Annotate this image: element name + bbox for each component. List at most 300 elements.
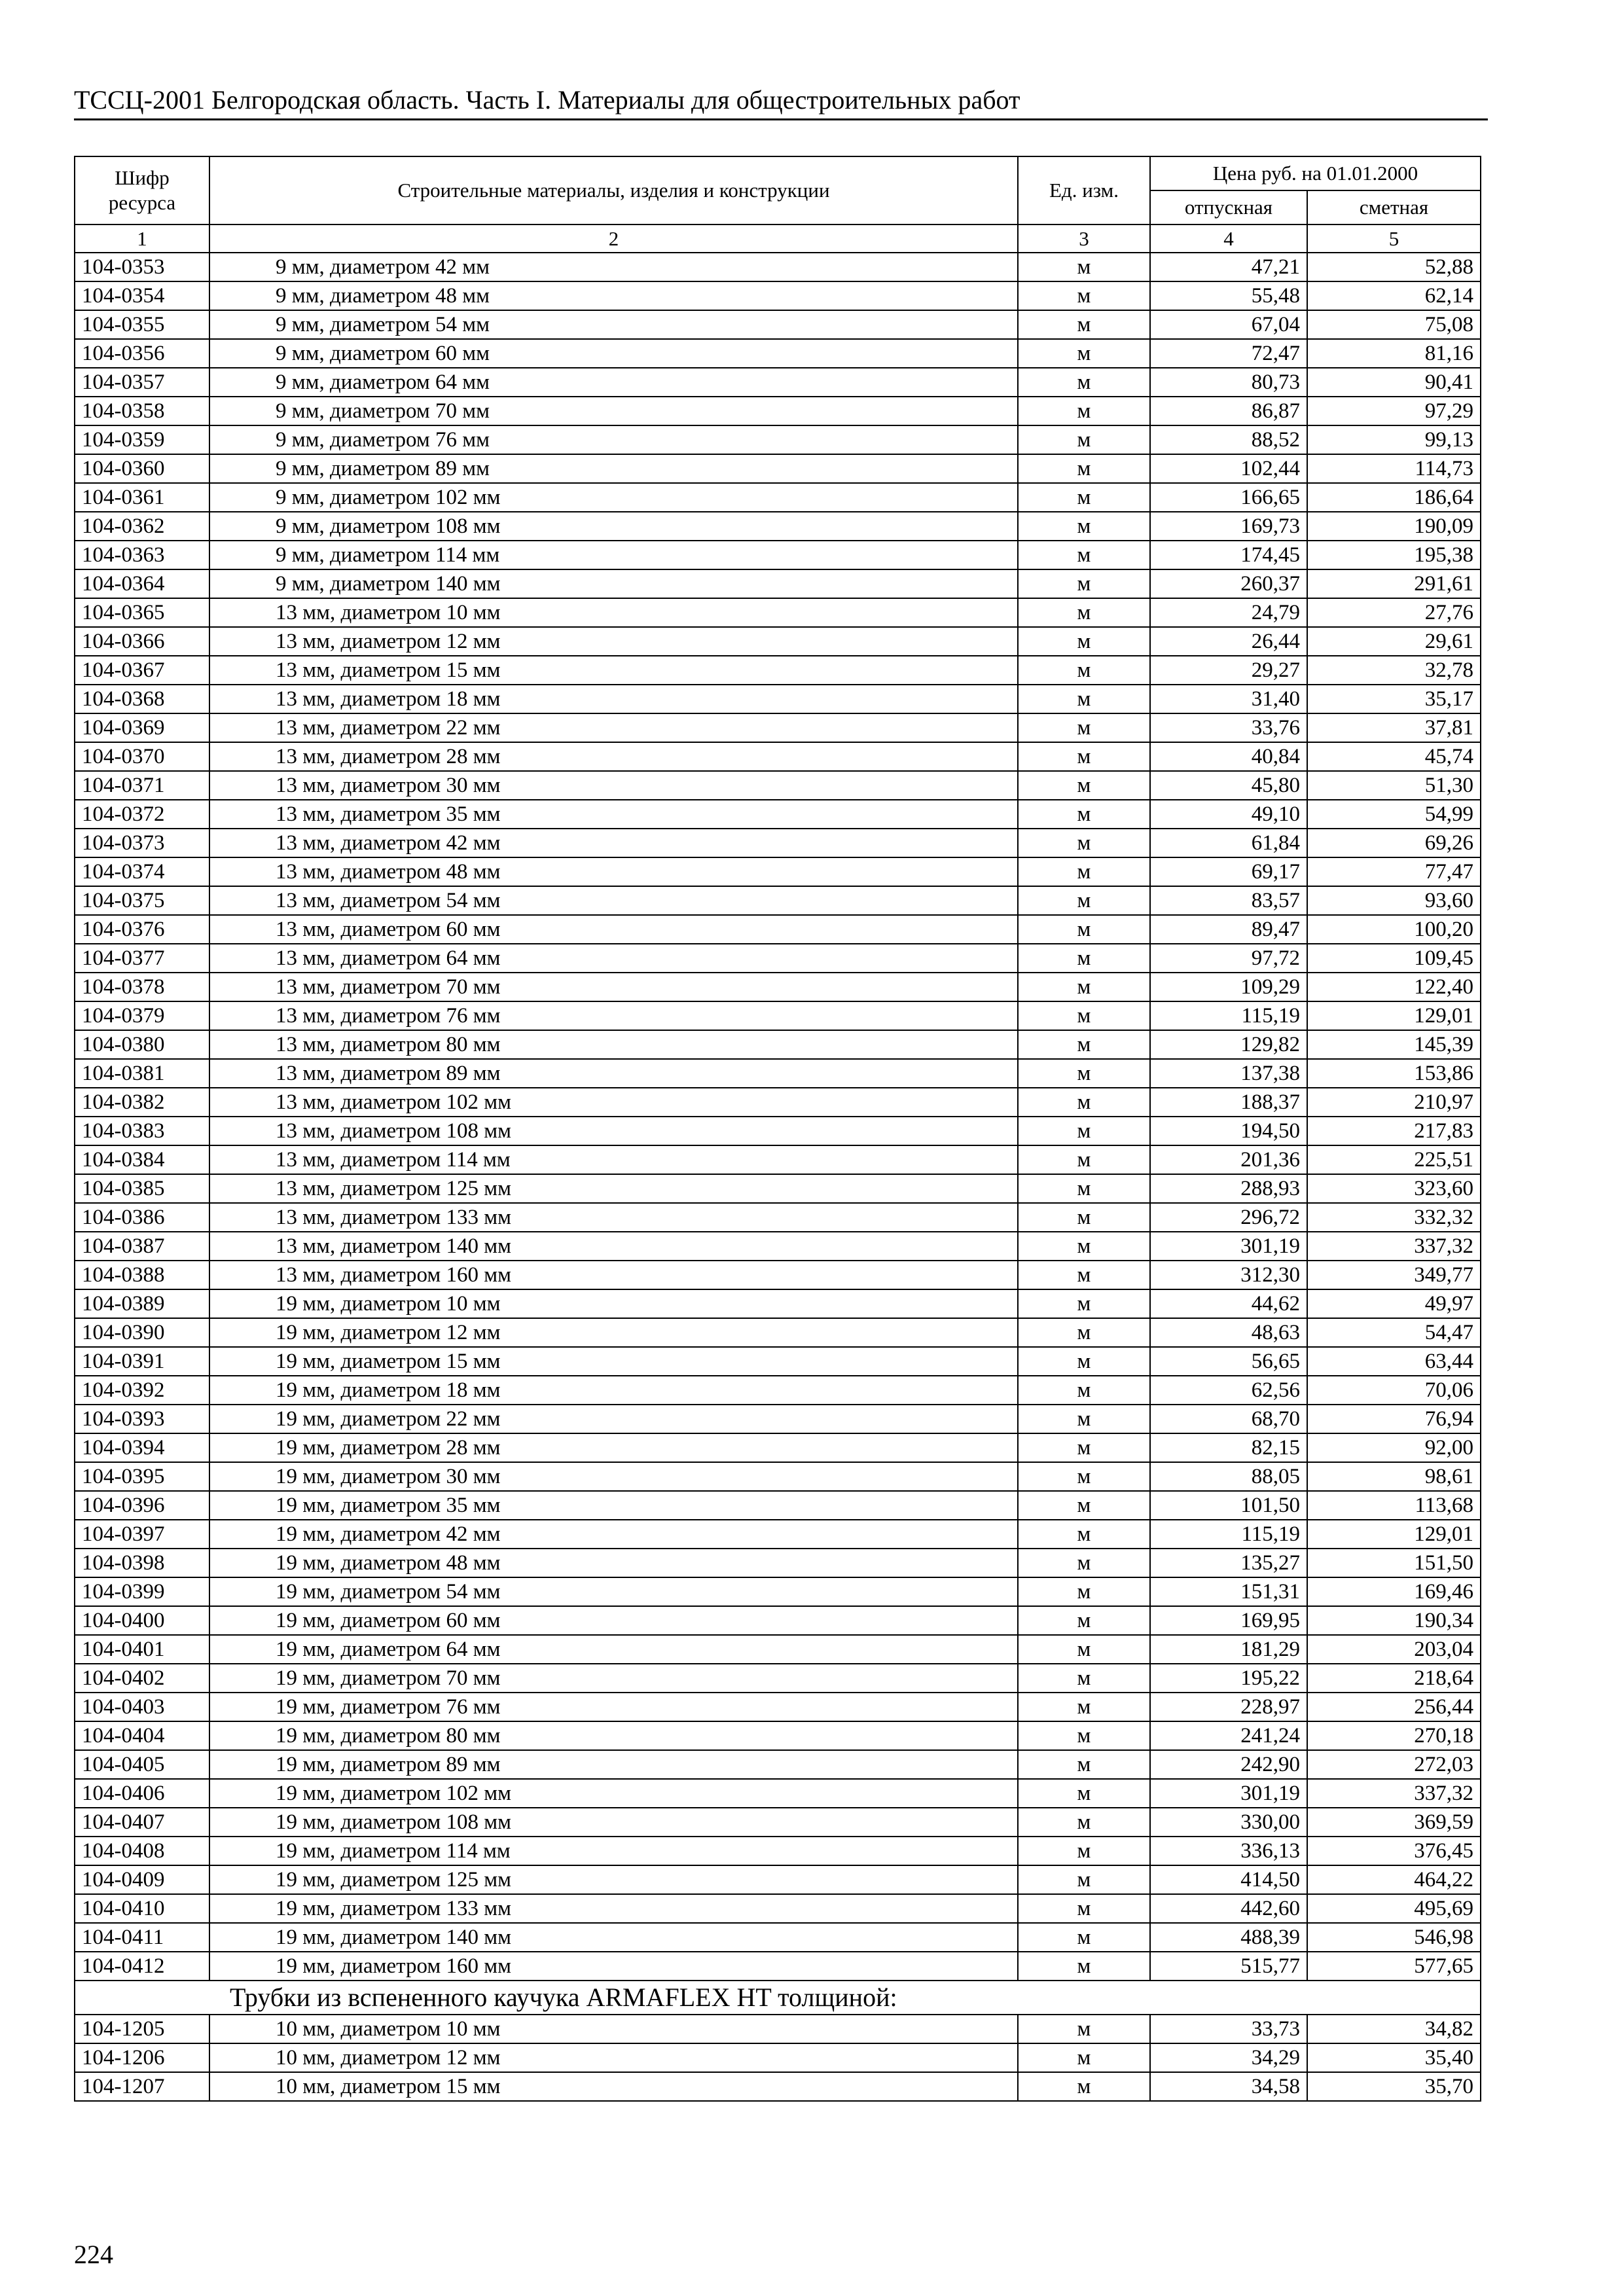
unit-cell: м (1018, 368, 1150, 397)
resource-code-cell: 104-1205 (75, 2015, 209, 2043)
column-number: 4 (1150, 224, 1307, 253)
resource-code-cell: 104-0381 (75, 1059, 209, 1088)
table-row (75, 569, 1481, 598)
unit-cell: м (1018, 397, 1150, 425)
table-row (75, 253, 1481, 281)
table-row (75, 2072, 1481, 2101)
table-row (75, 771, 1481, 800)
material-name-cell: 13 мм, диаметром 15 мм (209, 656, 1018, 685)
estimate-price-cell: 256,44 (1307, 1693, 1481, 1721)
unit-cell: м (1018, 1376, 1150, 1405)
table-row (75, 310, 1481, 339)
release-price-cell: 102,44 (1150, 454, 1307, 483)
material-name-cell: 13 мм, диаметром 35 мм (209, 800, 1018, 829)
unit-cell: м (1018, 1059, 1150, 1088)
table-row (75, 397, 1481, 425)
table-row (75, 1405, 1481, 1433)
estimate-price-cell: 109,45 (1307, 944, 1481, 973)
unit-cell: м (1018, 1001, 1150, 1030)
resource-code-cell: 104-0407 (75, 1808, 209, 1837)
estimate-price-cell: 54,47 (1307, 1318, 1481, 1347)
column-numbers-row (75, 224, 1481, 253)
resource-code-cell: 104-0395 (75, 1462, 209, 1491)
resource-code-cell: 104-0392 (75, 1376, 209, 1405)
release-price-cell: 34,58 (1150, 2072, 1307, 2101)
table-row (75, 425, 1481, 454)
release-price-cell: 330,00 (1150, 1808, 1307, 1837)
table-row (75, 1376, 1481, 1405)
resource-code-cell: 104-0399 (75, 1577, 209, 1606)
material-name-cell: 19 мм, диаметром 12 мм (209, 1318, 1018, 1347)
estimate-price-cell: 218,64 (1307, 1664, 1481, 1693)
resource-code-cell: 104-0372 (75, 800, 209, 829)
release-price-cell: 115,19 (1150, 1520, 1307, 1549)
header-price-estimate: сметная (1307, 190, 1481, 224)
resource-code-cell: 104-0358 (75, 397, 209, 425)
estimate-price-cell: 337,32 (1307, 1232, 1481, 1261)
resource-code-cell: 104-0391 (75, 1347, 209, 1376)
estimate-price-cell: 81,16 (1307, 339, 1481, 368)
unit-cell: м (1018, 1203, 1150, 1232)
release-price-cell: 40,84 (1150, 742, 1307, 771)
material-name-cell: 19 мм, диаметром 125 мм (209, 1865, 1018, 1894)
material-name-cell: 19 мм, диаметром 48 мм (209, 1549, 1018, 1577)
table-row (75, 1779, 1481, 1808)
table-row (75, 829, 1481, 857)
release-price-cell: 24,79 (1150, 598, 1307, 627)
unit-cell: м (1018, 1664, 1150, 1693)
unit-cell: м (1018, 1347, 1150, 1376)
material-name-cell: 13 мм, диаметром 160 мм (209, 1261, 1018, 1289)
unit-cell: м (1018, 1577, 1150, 1606)
table-row (75, 800, 1481, 829)
material-name-cell: 19 мм, диаметром 140 мм (209, 1923, 1018, 1952)
material-name-cell: 13 мм, диаметром 60 мм (209, 915, 1018, 944)
material-name-cell: 9 мм, диаметром 70 мм (209, 397, 1018, 425)
unit-cell: м (1018, 1635, 1150, 1664)
table-row (75, 1117, 1481, 1145)
release-price-cell: 301,19 (1150, 1779, 1307, 1808)
resource-code-cell: 104-0393 (75, 1405, 209, 1433)
release-price-cell: 29,27 (1150, 656, 1307, 685)
estimate-price-cell: 37,81 (1307, 713, 1481, 742)
table-row (75, 454, 1481, 483)
estimate-price-cell: 190,09 (1307, 512, 1481, 541)
material-name-cell: 19 мм, диаметром 76 мм (209, 1693, 1018, 1721)
material-name-cell: 9 мм, диаметром 60 мм (209, 339, 1018, 368)
unit-cell: м (1018, 1433, 1150, 1462)
resource-code-cell: 104-0368 (75, 685, 209, 713)
material-name-cell: 13 мм, диаметром 76 мм (209, 1001, 1018, 1030)
release-price-cell: 336,13 (1150, 1837, 1307, 1865)
resource-code-cell: 104-0377 (75, 944, 209, 973)
table-row (75, 973, 1481, 1001)
table-row (75, 512, 1481, 541)
material-name-cell: 9 мм, диаметром 64 мм (209, 368, 1018, 397)
material-name-cell: 10 мм, диаметром 15 мм (209, 2072, 1018, 2101)
estimate-price-cell: 190,34 (1307, 1606, 1481, 1635)
resource-code-cell: 104-0405 (75, 1750, 209, 1779)
material-name-cell: 19 мм, диаметром 114 мм (209, 1837, 1018, 1865)
unit-cell: м (1018, 541, 1150, 569)
estimate-price-cell: 122,40 (1307, 973, 1481, 1001)
release-price-cell: 129,82 (1150, 1030, 1307, 1059)
resource-code-cell: 104-0398 (75, 1549, 209, 1577)
material-name-cell: 19 мм, диаметром 160 мм (209, 1952, 1018, 1981)
table-row (75, 1808, 1481, 1837)
release-price-cell: 62,56 (1150, 1376, 1307, 1405)
estimate-price-cell: 577,65 (1307, 1952, 1481, 1981)
header-price-group: Цена руб. на 01.01.2000 (1150, 156, 1481, 190)
unit-cell: м (1018, 800, 1150, 829)
table-row (75, 1289, 1481, 1318)
column-number: 2 (209, 224, 1018, 253)
material-name-cell: 13 мм, диаметром 80 мм (209, 1030, 1018, 1059)
release-price-cell: 48,63 (1150, 1318, 1307, 1347)
unit-cell: м (1018, 1865, 1150, 1894)
estimate-price-cell: 349,77 (1307, 1261, 1481, 1289)
unit-cell: м (1018, 310, 1150, 339)
section-row (75, 1981, 1481, 2015)
material-name-cell: 9 мм, диаметром 76 мм (209, 425, 1018, 454)
estimate-price-cell: 35,70 (1307, 2072, 1481, 2101)
unit-cell: м (1018, 886, 1150, 915)
material-name-cell: 9 мм, диаметром 54 мм (209, 310, 1018, 339)
resource-code-cell: 104-0409 (75, 1865, 209, 1894)
resource-code-cell: 104-0373 (75, 829, 209, 857)
resource-code-cell: 104-0384 (75, 1145, 209, 1174)
release-price-cell: 88,52 (1150, 425, 1307, 454)
resource-code-cell: 104-0383 (75, 1117, 209, 1145)
estimate-price-cell: 76,94 (1307, 1405, 1481, 1433)
resource-code-cell: 104-0357 (75, 368, 209, 397)
material-name-cell: 9 мм, диаметром 102 мм (209, 483, 1018, 512)
material-name-cell: 10 мм, диаметром 12 мм (209, 2043, 1018, 2072)
material-name-cell: 19 мм, диаметром 70 мм (209, 1664, 1018, 1693)
table-row (75, 742, 1481, 771)
release-price-cell: 195,22 (1150, 1664, 1307, 1693)
unit-cell: м (1018, 1289, 1150, 1318)
unit-cell: м (1018, 1693, 1150, 1721)
estimate-price-cell: 145,39 (1307, 1030, 1481, 1059)
table-row (75, 1491, 1481, 1520)
unit-cell: м (1018, 1750, 1150, 1779)
estimate-price-cell: 51,30 (1307, 771, 1481, 800)
release-price-cell: 488,39 (1150, 1923, 1307, 1952)
table-row (75, 483, 1481, 512)
table-row (75, 627, 1481, 656)
material-name-cell: 13 мм, диаметром 102 мм (209, 1088, 1018, 1117)
unit-cell: м (1018, 1808, 1150, 1837)
material-name-cell: 19 мм, диаметром 102 мм (209, 1779, 1018, 1808)
table-row (75, 656, 1481, 685)
table-row (75, 1001, 1481, 1030)
release-price-cell: 260,37 (1150, 569, 1307, 598)
resource-code-cell: 104-0369 (75, 713, 209, 742)
unit-cell: м (1018, 973, 1150, 1001)
unit-cell: м (1018, 685, 1150, 713)
unit-cell: м (1018, 1520, 1150, 1549)
release-price-cell: 68,70 (1150, 1405, 1307, 1433)
resource-code-cell: 104-0400 (75, 1606, 209, 1635)
page-number: 224 (74, 2240, 113, 2269)
table-row (75, 1837, 1481, 1865)
estimate-price-cell: 52,88 (1307, 253, 1481, 281)
column-number: 5 (1307, 224, 1481, 253)
unit-cell: м (1018, 1549, 1150, 1577)
release-price-cell: 166,65 (1150, 483, 1307, 512)
material-name-cell: 13 мм, диаметром 70 мм (209, 973, 1018, 1001)
unit-cell: м (1018, 598, 1150, 627)
estimate-price-cell: 92,00 (1307, 1433, 1481, 1462)
table-row (75, 1606, 1481, 1635)
release-price-cell: 31,40 (1150, 685, 1307, 713)
release-price-cell: 69,17 (1150, 857, 1307, 886)
resource-code-cell: 104-0378 (75, 973, 209, 1001)
table-row (75, 1750, 1481, 1779)
table-row (75, 1520, 1481, 1549)
resource-code-cell: 104-0412 (75, 1952, 209, 1981)
resource-code-cell: 104-0370 (75, 742, 209, 771)
table-row (75, 1952, 1481, 1981)
release-price-cell: 181,29 (1150, 1635, 1307, 1664)
estimate-price-cell: 270,18 (1307, 1721, 1481, 1750)
unit-cell: м (1018, 742, 1150, 771)
estimate-price-cell: 151,50 (1307, 1549, 1481, 1577)
unit-cell: м (1018, 857, 1150, 886)
material-name-cell: 13 мм, диаметром 42 мм (209, 829, 1018, 857)
material-name-cell: 19 мм, диаметром 22 мм (209, 1405, 1018, 1433)
material-name-cell: 19 мм, диаметром 89 мм (209, 1750, 1018, 1779)
release-price-cell: 97,72 (1150, 944, 1307, 973)
resource-code-cell: 104-0354 (75, 281, 209, 310)
material-name-cell: 13 мм, диаметром 64 мм (209, 944, 1018, 973)
unit-cell: м (1018, 1462, 1150, 1491)
estimate-price-cell: 129,01 (1307, 1001, 1481, 1030)
table-row (75, 857, 1481, 886)
unit-cell: м (1018, 1491, 1150, 1520)
table-row (75, 339, 1481, 368)
estimate-price-cell: 27,76 (1307, 598, 1481, 627)
table-row (75, 1577, 1481, 1606)
release-price-cell: 201,36 (1150, 1145, 1307, 1174)
header-rule (74, 118, 1488, 120)
material-name-cell: 9 мм, диаметром 48 мм (209, 281, 1018, 310)
section-title: Трубки из вспененного каучука ARMAFLEX HT толщиной: (75, 1981, 1481, 2015)
material-name-cell: 13 мм, диаметром 89 мм (209, 1059, 1018, 1088)
material-name-cell: 13 мм, диаметром 108 мм (209, 1117, 1018, 1145)
material-name-cell: 13 мм, диаметром 10 мм (209, 598, 1018, 627)
resource-code-cell: 104-1207 (75, 2072, 209, 2101)
unit-cell: м (1018, 1318, 1150, 1347)
material-name-cell: 9 мм, диаметром 89 мм (209, 454, 1018, 483)
release-price-cell: 109,29 (1150, 973, 1307, 1001)
resource-code-cell: 104-0362 (75, 512, 209, 541)
resource-code-cell: 104-0361 (75, 483, 209, 512)
resource-code-cell: 104-0375 (75, 886, 209, 915)
material-name-cell: 13 мм, диаметром 22 мм (209, 713, 1018, 742)
estimate-price-cell: 62,14 (1307, 281, 1481, 310)
material-name-cell: 19 мм, диаметром 60 мм (209, 1606, 1018, 1635)
unit-cell: м (1018, 713, 1150, 742)
table-row (75, 1635, 1481, 1664)
material-name-cell: 9 мм, диаметром 114 мм (209, 541, 1018, 569)
material-name-cell: 19 мм, диаметром 42 мм (209, 1520, 1018, 1549)
table-header-row (75, 156, 1481, 190)
release-price-cell: 33,73 (1150, 2015, 1307, 2043)
estimate-price-cell: 332,32 (1307, 1203, 1481, 1232)
resource-code-cell: 104-0376 (75, 915, 209, 944)
resource-code-cell: 104-0394 (75, 1433, 209, 1462)
table-row (75, 598, 1481, 627)
estimate-price-cell: 100,20 (1307, 915, 1481, 944)
unit-cell: м (1018, 1894, 1150, 1923)
release-price-cell: 414,50 (1150, 1865, 1307, 1894)
release-price-cell: 26,44 (1150, 627, 1307, 656)
release-price-cell: 288,93 (1150, 1174, 1307, 1203)
estimate-price-cell: 45,74 (1307, 742, 1481, 771)
resource-code-cell: 104-0355 (75, 310, 209, 339)
unit-cell: м (1018, 656, 1150, 685)
estimate-price-cell: 129,01 (1307, 1520, 1481, 1549)
release-price-cell: 86,87 (1150, 397, 1307, 425)
estimate-price-cell: 169,46 (1307, 1577, 1481, 1606)
unit-cell: м (1018, 512, 1150, 541)
estimate-price-cell: 195,38 (1307, 541, 1481, 569)
material-name-cell: 9 мм, диаметром 42 мм (209, 253, 1018, 281)
estimate-price-cell: 70,06 (1307, 1376, 1481, 1405)
estimate-price-cell: 546,98 (1307, 1923, 1481, 1952)
release-price-cell: 312,30 (1150, 1261, 1307, 1289)
resource-code-cell: 104-0386 (75, 1203, 209, 1232)
release-price-cell: 296,72 (1150, 1203, 1307, 1232)
material-name-cell: 13 мм, диаметром 125 мм (209, 1174, 1018, 1203)
unit-cell: м (1018, 2015, 1150, 2043)
unit-cell: м (1018, 627, 1150, 656)
table-row (75, 1318, 1481, 1347)
material-name-cell: 13 мм, диаметром 54 мм (209, 886, 1018, 915)
material-name-cell: 13 мм, диаметром 114 мм (209, 1145, 1018, 1174)
release-price-cell: 55,48 (1150, 281, 1307, 310)
price-table (74, 156, 1481, 2102)
resource-code-cell: 104-0379 (75, 1001, 209, 1030)
table-row (75, 541, 1481, 569)
unit-cell: м (1018, 281, 1150, 310)
release-price-cell: 137,38 (1150, 1059, 1307, 1088)
material-name-cell: 13 мм, диаметром 133 мм (209, 1203, 1018, 1232)
unit-cell: м (1018, 1405, 1150, 1433)
table-row (75, 1462, 1481, 1491)
resource-code-cell: 104-0390 (75, 1318, 209, 1347)
unit-cell: м (1018, 1261, 1150, 1289)
release-price-cell: 34,29 (1150, 2043, 1307, 2072)
unit-cell: м (1018, 829, 1150, 857)
resource-code-cell: 104-0371 (75, 771, 209, 800)
resource-code-cell: 104-0366 (75, 627, 209, 656)
resource-code-cell: 104-0404 (75, 1721, 209, 1750)
resource-code-cell: 104-0380 (75, 1030, 209, 1059)
table-row (75, 1347, 1481, 1376)
material-name-cell: 13 мм, диаметром 12 мм (209, 627, 1018, 656)
table-row (75, 1433, 1481, 1462)
unit-cell: м (1018, 1779, 1150, 1808)
estimate-price-cell: 337,32 (1307, 1779, 1481, 1808)
unit-cell: м (1018, 1030, 1150, 1059)
estimate-price-cell: 69,26 (1307, 829, 1481, 857)
table-row (75, 1059, 1481, 1088)
table-row (75, 1261, 1481, 1289)
release-price-cell: 242,90 (1150, 1750, 1307, 1779)
release-price-cell: 169,73 (1150, 512, 1307, 541)
resource-code-cell: 104-0374 (75, 857, 209, 886)
release-price-cell: 151,31 (1150, 1577, 1307, 1606)
table-row (75, 368, 1481, 397)
table-row (75, 281, 1481, 310)
resource-code-cell: 104-0401 (75, 1635, 209, 1664)
resource-code-cell: 104-0397 (75, 1520, 209, 1549)
release-price-cell: 83,57 (1150, 886, 1307, 915)
estimate-price-cell: 75,08 (1307, 310, 1481, 339)
unit-cell: м (1018, 1117, 1150, 1145)
resource-code-cell: 104-0402 (75, 1664, 209, 1693)
table-row (75, 1203, 1481, 1232)
table-row (75, 1549, 1481, 1577)
estimate-price-cell: 225,51 (1307, 1145, 1481, 1174)
table-row (75, 2043, 1481, 2072)
estimate-price-cell: 34,82 (1307, 2015, 1481, 2043)
material-name-cell: 19 мм, диаметром 10 мм (209, 1289, 1018, 1318)
table-row (75, 886, 1481, 915)
release-price-cell: 82,15 (1150, 1433, 1307, 1462)
resource-code-cell: 104-0396 (75, 1491, 209, 1520)
table-row (75, 1088, 1481, 1117)
release-price-cell: 101,50 (1150, 1491, 1307, 1520)
resource-code-cell: 104-1206 (75, 2043, 209, 2072)
material-name-cell: 19 мм, диаметром 30 мм (209, 1462, 1018, 1491)
material-name-cell: 19 мм, диаметром 64 мм (209, 1635, 1018, 1664)
estimate-price-cell: 63,44 (1307, 1347, 1481, 1376)
release-price-cell: 67,04 (1150, 310, 1307, 339)
estimate-price-cell: 54,99 (1307, 800, 1481, 829)
material-name-cell: 19 мм, диаметром 18 мм (209, 1376, 1018, 1405)
material-name-cell: 19 мм, диаметром 133 мм (209, 1894, 1018, 1923)
unit-cell: м (1018, 1232, 1150, 1261)
material-name-cell: 19 мм, диаметром 80 мм (209, 1721, 1018, 1750)
unit-cell: м (1018, 253, 1150, 281)
table-row (75, 1145, 1481, 1174)
release-price-cell: 47,21 (1150, 253, 1307, 281)
estimate-price-cell: 90,41 (1307, 368, 1481, 397)
release-price-cell: 515,77 (1150, 1952, 1307, 1981)
material-name-cell: 19 мм, диаметром 35 мм (209, 1491, 1018, 1520)
unit-cell: м (1018, 1088, 1150, 1117)
header-price-release: отпускная (1150, 190, 1307, 224)
estimate-price-cell: 49,97 (1307, 1289, 1481, 1318)
resource-code-cell: 104-0382 (75, 1088, 209, 1117)
estimate-price-cell: 210,97 (1307, 1088, 1481, 1117)
release-price-cell: 61,84 (1150, 829, 1307, 857)
unit-cell: м (1018, 944, 1150, 973)
unit-cell: м (1018, 339, 1150, 368)
table-row (75, 1865, 1481, 1894)
resource-code-cell: 104-0389 (75, 1289, 209, 1318)
estimate-price-cell: 291,61 (1307, 569, 1481, 598)
resource-code-cell: 104-0359 (75, 425, 209, 454)
estimate-price-cell: 114,73 (1307, 454, 1481, 483)
estimate-price-cell: 495,69 (1307, 1894, 1481, 1923)
release-price-cell: 88,05 (1150, 1462, 1307, 1491)
release-price-cell: 44,62 (1150, 1289, 1307, 1318)
